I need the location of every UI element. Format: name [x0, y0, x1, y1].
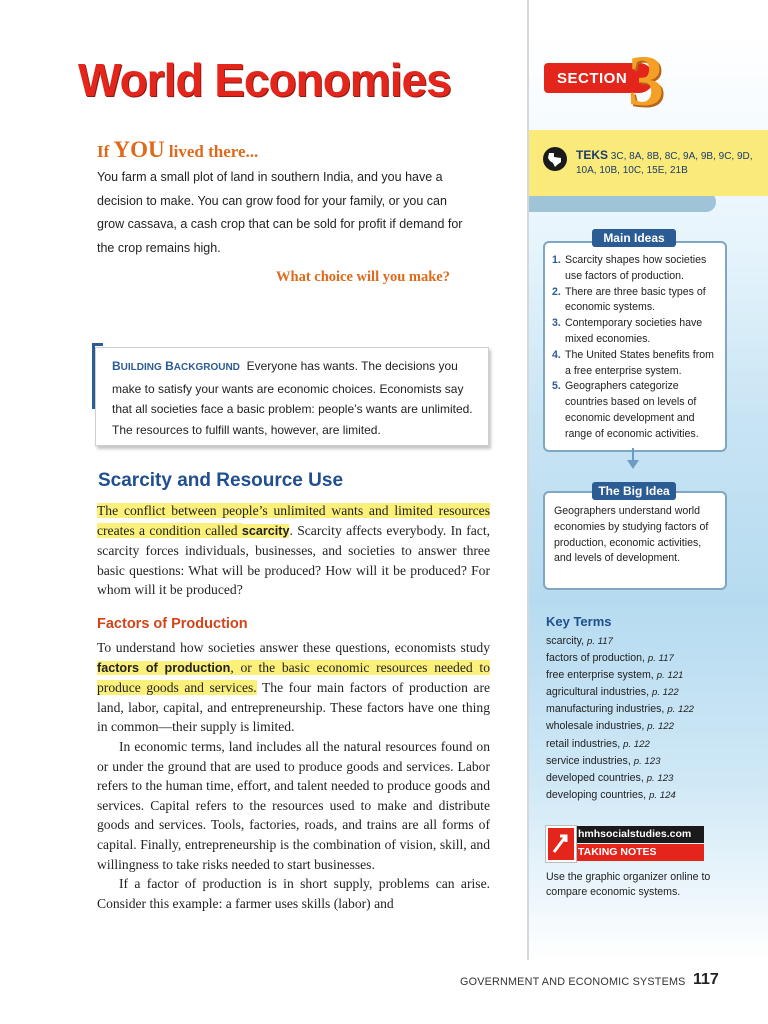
key-term-page: p. 117 [647, 653, 674, 665]
key-term-item [546, 633, 694, 650]
main-idea-text: Contemporary societies have mixed economies. [565, 317, 703, 345]
main-ideas-list [552, 253, 720, 443]
main-idea-number: 3. [552, 317, 561, 330]
factors-paragraph-1 [97, 638, 490, 737]
section-number: 3 [628, 41, 664, 121]
key-term: manufacturing industries, [546, 703, 665, 716]
key-term-item [546, 753, 694, 770]
key-term: retail industries, [546, 737, 621, 750]
key-term-item [546, 701, 694, 718]
key-term: developing countries, [546, 788, 647, 801]
key-term: wholesale industries, [546, 720, 645, 733]
big-idea-label: The Big Idea [592, 482, 676, 500]
main-idea-number: 2. [552, 285, 561, 298]
factors-paragraph-3: If a factor of production is in short supply, problems can arise. Consider this example: a farmer uses skills (labor) and [97, 876, 490, 911]
subheading-factors: Factors of Production [97, 616, 248, 632]
key-term-page: p. 123 [646, 772, 674, 784]
main-ideas-label: Main Ideas [592, 229, 676, 247]
teks-codes: 3C, 8A, 8B, 8C, 9A, 9B, 9C, 9D, 10A, 10B, 10C, 15E, 21B [576, 151, 753, 176]
footer-running-head: GOVERNMENT AND ECONOMIC SYSTEMS [460, 976, 686, 988]
main-idea-item [552, 316, 720, 348]
taking-notes-text: Use the graphic organizer online to compare economic systems. [546, 871, 711, 898]
main-idea-item [552, 285, 720, 317]
key-term-item [546, 787, 694, 804]
highlight-text: The conflict between people’s unlimited wants and limited resources creates a condition called [97, 503, 490, 538]
key-term-item [546, 650, 694, 667]
teks-label: TEKS [576, 148, 609, 162]
taking-notes-label: TAKING NOTES [570, 844, 704, 861]
building-background-body: Everyone has wants. The decisions you make to satisfy your wants are economic choices. Economists say that all societies face a basic problem: people’s wants are unlimited. The resources to fulfill wants, however, are limited. [112, 359, 473, 437]
key-term-scarcity: scarcity [241, 523, 290, 538]
website-link[interactable]: hmhsocialstudies.com [570, 826, 704, 843]
key-term-page: p. 121 [656, 670, 684, 682]
key-term: developed countries, [546, 771, 644, 784]
notes-arrow-icon [546, 826, 576, 862]
key-term-item [546, 770, 694, 787]
key-term-page: p. 123 [633, 755, 661, 767]
key-terms-heading: Key Terms [546, 614, 612, 629]
page-title: World Economies [78, 54, 451, 106]
main-idea-text: There are three basic types of economic systems. [565, 285, 706, 314]
key-term: factors of production, [546, 652, 645, 665]
key-term: scarcity, [546, 635, 585, 647]
main-idea-item [552, 348, 720, 380]
big-idea-text: Geographers understand world economies by studying factors of production, economic activities, and levels of development. [554, 505, 709, 565]
factors-paragraph-2: In economic terms, land includes all the natural resources found on or under the ground that are used to produce goods and services. Labor refers to the human time, effort, and talent needed to produce goods and services. Capital refers to the resources used to make and distribute goods and services. Tools, factories, roads, and trains are all forms of capital. Finally, entrepreneurship is the combination of vision, skill, and willingness to take risks needed to start businesses. [97, 738, 490, 872]
if-you-post: lived there... [168, 142, 259, 161]
scarcity-rest: . Scarcity affects everybody. In fact, scarcity forces individuals, businesses, and societies to answer three basic questions: What will be produced? How will it be produced? For whom will it be produced? [97, 522, 490, 598]
building-background-bracket [92, 343, 103, 409]
main-idea-number: 1. [552, 254, 561, 266]
main-idea-text: The United States benefits from a free enterprise system. [565, 348, 714, 377]
if-you-pre: If [97, 142, 110, 161]
highlight-text: , or the basic economic resources needed to produce goods and services. [97, 659, 490, 696]
choice-question: What choice will you make? [276, 269, 450, 285]
building-background-label: BUILDING BACKGROUND [112, 359, 240, 373]
key-term: service industries, [546, 754, 631, 767]
if-you-text: You farm a small plot of land in southern India, and you have a decision to make. You can grow food for your family, or you can grow cassava, a cash crop that can be sold for profit if demand for the crop remains high. [97, 170, 463, 255]
key-term-page: p. 122 [647, 721, 674, 733]
page-number: 117 [693, 971, 719, 988]
key-term-page: p. 122 [667, 704, 694, 716]
section-heading-scarcity: Scarcity and Resource Use [98, 470, 344, 491]
main-idea-number: 4. [552, 348, 561, 361]
key-terms-list [546, 633, 694, 804]
texas-map-icon [543, 147, 567, 171]
key-term-item [546, 684, 694, 701]
key-term-item [546, 667, 694, 684]
section-label: SECTION [557, 70, 628, 87]
factors-p1-rest: The four main factors of production are land, labor, capital, and entrepreneurship. These factors have one thing in common—their supply is limited. [97, 680, 491, 735]
key-term: free enterprise system, [546, 669, 654, 682]
if-you-you: YOU [113, 137, 165, 162]
key-term-item [546, 736, 694, 753]
teks-standards [576, 148, 756, 178]
key-term-page: p. 122 [623, 738, 650, 750]
key-term-page: p. 117 [587, 636, 613, 647]
key-term-page: p. 124 [649, 789, 676, 801]
factors-p1-start: To understand how societies answer these questions, economists study [97, 640, 490, 655]
main-idea-text: Scarcity shapes how societies use factors of production. [565, 254, 707, 282]
main-idea-text: Geographers categorize countries based on levels of economic development and range of economic activities. [565, 380, 699, 440]
main-idea-number: 5. [552, 380, 561, 393]
key-term-page: p. 122 [652, 687, 679, 699]
building-background-text [112, 356, 480, 440]
down-arrow-icon [627, 460, 639, 469]
key-term-item [546, 718, 694, 735]
key-term: agricultural industries, [546, 686, 650, 699]
main-idea-item [552, 379, 720, 442]
factors-body [97, 638, 490, 913]
scarcity-paragraph [97, 501, 490, 600]
key-term-factors: factors of production [97, 660, 231, 675]
main-idea-item [552, 253, 720, 285]
if-you-heading [97, 137, 258, 163]
